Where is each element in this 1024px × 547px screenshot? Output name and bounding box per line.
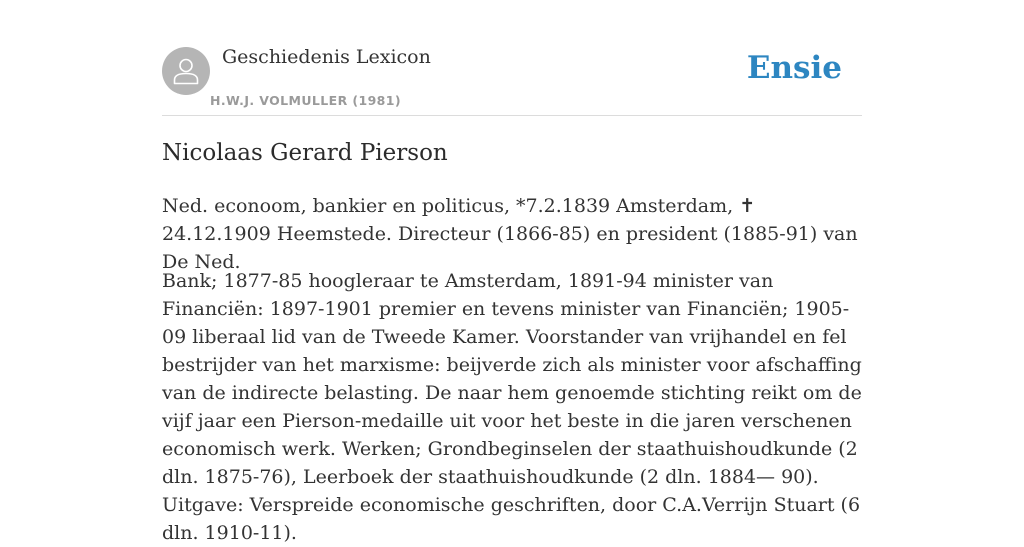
user-icon	[162, 47, 210, 95]
source-header	[162, 0, 862, 116]
article-paragraph: Ned. econoom, bankier en politicus, *7.2.1839 Amsterdam, ✝ 24.12.1909 Heemstede. Directeur (1866-85) en president (1885-91) van De Ned.	[162, 195, 858, 273]
article-title: Nicolaas Gerard Pierson	[162, 140, 448, 166]
ensie-logo[interactable]: Ensie	[746, 50, 842, 86]
article-paragraph: Bank; 1877-85 hoogleraar te Amsterdam, 1891-94 minister van Financiën: 1897-1901 premier en tevens minister van Financiën; 1905-09 liberaal lid van de Tweede Kamer. Voorstander van vrijhandel en fel bestrijder van het marxisme: beijverde zich als minister voor afschaffing van de indirecte belasting. De naar hem genoemde stichting reikt om de vijf jaar een Pierson-medaille uit voor het beste in die jaren verschenen economisch werk. Werken; Grondbeginselen der staathuishoudkunde (2 dln. 1875-76), Leerboek der staathuishoudkunde (2 dln. 1884— 90). Uitgave: Verspreide economische geschriften, door C.A.Verrijn Stuart (6 dln. 1910-11).	[162, 270, 862, 544]
page-container	[162, 0, 862, 544]
source-author[interactable]: H.W.J. VOLMULLER (1981)	[210, 93, 401, 108]
avatar	[162, 47, 210, 95]
source-title[interactable]: Geschiedenis Lexicon	[222, 46, 431, 68]
